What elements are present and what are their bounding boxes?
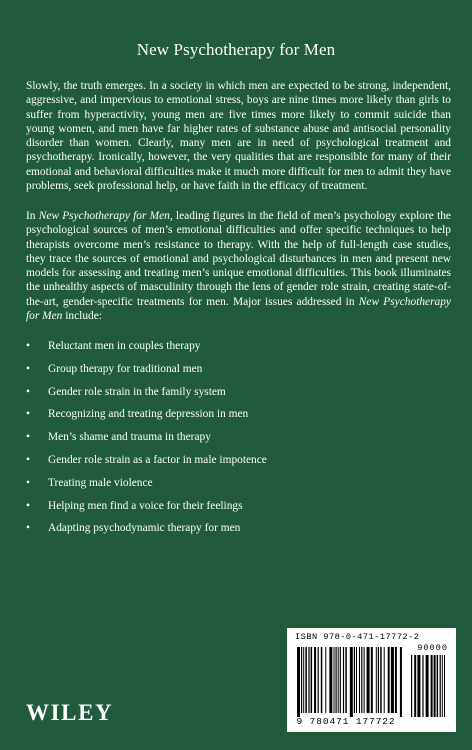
description-prefix: In [26,210,39,222]
intro-paragraph: Slowly, the truth emerges. In a society in which men are expected to be strong, independent, aggressive, and impervious to emotional stress, boys are nine times more likely than girls to suffer from hyperactivity, young men are five times more likely to commit suicide than young women, and men have far higher rates of substance abuse and antisocial personality disorder than women. Clearly, many men are in need of psychological treatment and psychotherapy. Ironically, however, the very qualities that are responsible for many of their emotional and behavioral difficulties make it much more difficult for men to admit they have problems, seek professional help, or have faith in the efficacy of treatment. [26,80,451,193]
isbn-text: ISBN 978-0-471-17772-2 [295,632,420,642]
list-item [26,472,451,495]
issue-label: Helping men find a voice for their feelings [48,499,243,512]
issue-label: Reluctant men in couples therapy [48,340,201,352]
issue-label: Treating male violence [48,476,153,489]
list-item [26,495,451,518]
bullet-icon: • [26,385,30,398]
price-addon-number: 90000 [417,643,448,653]
description-body: leading figures in the field of men’s psychology explore the psychological sources of men’s emotional difficulties and offer specific techniques to help therapists overcome men’s resistance to therapy. With the help of full-length case studies, they trace the sources of emotional and psychological disturbances in men and present new models for assessing and treating men’s unique emotional difficulties. This book illuminates the unhealthy aspects of masculinity through the lens of gender role strain, creating state-of-the-art, gender-specific treatments for men. Major issues addressed in [26,210,451,308]
issue-label: Recognizing and treating depression in men [48,408,249,421]
bullet-icon: • [26,499,30,512]
list-item [26,426,451,449]
bullet-icon: • [26,453,30,466]
issue-label: Adapting psychodynamic therapy for men [48,522,241,535]
barcode-graphic [293,645,451,717]
issue-label: Gender role strain as a factor in male impotence [48,453,267,466]
list-item [26,517,451,540]
issues-list [26,335,451,540]
bullet-icon: • [26,408,30,421]
issue-label: Gender role strain in the family system [48,385,226,398]
list-item [26,335,451,358]
bullet-icon: • [26,362,30,375]
bullet-icon: • [26,340,30,352]
publisher-logo: WILEY [26,700,114,725]
barcode-digits: 9 780471 177722 [296,716,396,727]
book-title-italic-2: New Psychotherapy for Men [26,295,451,323]
description-paragraph [26,209,451,323]
book-title-italic: New Psychotherapy for Men, [38,210,173,222]
list-item [26,403,451,426]
list-item [26,358,451,381]
bullet-icon: • [26,522,30,535]
bullet-icon: • [26,476,30,489]
bullet-icon: • [26,431,30,444]
book-title: New Psychotherapy for Men [136,40,336,59]
issue-label: Men’s shame and trauma in therapy [48,431,211,444]
barcode-label [287,628,456,732]
issue-label: Group therapy for traditional men [48,362,203,375]
list-item [26,381,451,404]
list-item [26,449,451,472]
description-suffix: include: [62,310,102,323]
